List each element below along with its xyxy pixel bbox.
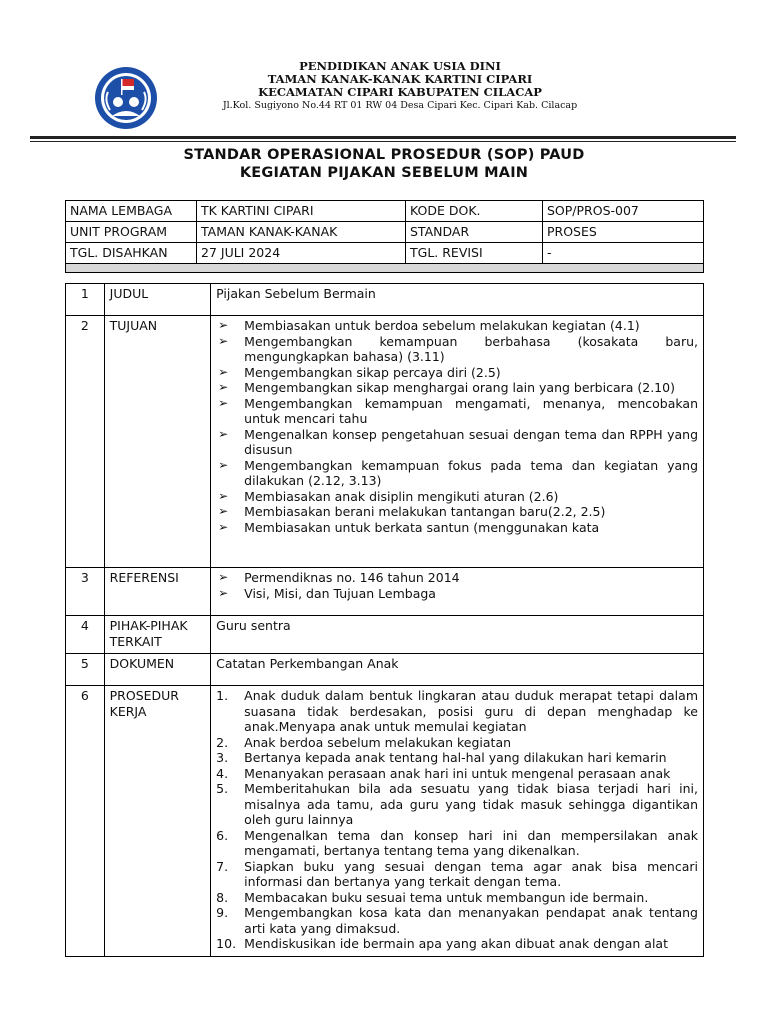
arrowhead-bullet-icon: ➢ — [218, 519, 229, 534]
list-item — [216, 735, 698, 751]
info-value: - — [543, 243, 704, 264]
info-value: 27 JULI 2024 — [197, 243, 406, 264]
letterhead-line-2: TAMAN KANAK-KANAK KARTINI CIPARI — [267, 72, 533, 86]
step-number: 5. — [216, 781, 229, 796]
list-item — [216, 859, 698, 890]
letterhead — [200, 60, 600, 112]
list-item-text: Mengenalkan konsep pengetahuan sesuai dengan tema dan RPPH yang disusun — [244, 426, 698, 457]
table-row — [66, 284, 704, 316]
list-item-text: Mengembangkan sikap percaya diri (2.5) — [244, 364, 501, 380]
list-item — [216, 427, 698, 458]
row-label: PIHAK-PIHAK TERKAIT — [104, 616, 211, 654]
arrowhead-bullet-icon: ➢ — [218, 457, 229, 472]
list-item-text: Mengembangkan kemampuan fokus pada tema dan kegiatan yang dilakukan (2.12, 3.13) — [244, 457, 698, 488]
list-item — [216, 458, 698, 489]
list-item — [216, 586, 698, 602]
arrowhead-bullet-icon: ➢ — [218, 426, 229, 441]
row-number: 1 — [66, 284, 105, 316]
info-value: TAMAN KANAK-KANAK — [197, 222, 406, 243]
row-content — [211, 568, 704, 616]
list-item — [216, 318, 698, 334]
list-item — [216, 504, 698, 520]
list-item — [216, 570, 698, 586]
row-label: JUDUL — [104, 284, 211, 316]
step-text: Anak berdoa sebelum melakukan kegiatan — [244, 734, 512, 750]
list-item — [216, 520, 698, 536]
list-item — [216, 365, 698, 381]
table-row — [66, 616, 704, 654]
step-text: Membacakan buku sesuai tema untuk membangun ide bermain. — [244, 889, 649, 905]
list-item — [216, 688, 698, 735]
step-number: 1. — [216, 688, 229, 703]
list-item-text: Membiasakan berani melakukan tantangan baru(2.2, 2.5) — [244, 504, 606, 519]
letterhead-address: Jl.Kol. Sugiyono No.44 RT 01 RW 04 Desa Cipari Kec. Cipari Kab. Cilacap — [222, 100, 578, 111]
row-number: 6 — [66, 686, 105, 957]
list-item — [216, 766, 698, 782]
step-text: Menanyakan perasaan anak hari ini untuk mengenal perasaan anak — [244, 765, 671, 781]
row-content — [211, 316, 704, 568]
letterhead-line-1: PENDIDIKAN ANAK USIA DINI — [299, 59, 501, 73]
step-number: 9. — [216, 905, 229, 920]
arrowhead-bullet-icon: ➢ — [218, 364, 229, 379]
row-content: Guru sentra — [211, 616, 704, 654]
title-line-1: STANDAR OPERASIONAL PROSEDUR (SOP) PAUD — [183, 147, 585, 163]
list-item — [216, 334, 698, 365]
title-line-2: KEGIATAN PIJAKAN SEBELUM MAIN — [239, 165, 529, 181]
list-item-text: Mengembangkan sikap menghargai orang lain yang berbicara (2.10) — [244, 380, 675, 395]
arrowhead-bullet-icon: ➢ — [218, 585, 229, 600]
list-item-text: Mengembangkan kemampuan berbahasa (kosakata baru, mengungkapkan bahasa) (3.11) — [244, 333, 698, 364]
info-value: PROSES — [543, 222, 704, 243]
arrowhead-bullet-icon: ➢ — [218, 318, 229, 332]
step-number: 2. — [216, 734, 229, 750]
list-item — [216, 828, 698, 859]
row-label: REFERENSI — [104, 568, 211, 616]
list-item — [216, 380, 698, 396]
step-number: 8. — [216, 889, 229, 905]
list-item-text: Membiasakan anak disiplin mengikuti aturan (2.6) — [244, 488, 559, 504]
prosedur-list — [216, 688, 698, 952]
row-label: TUJUAN — [104, 316, 211, 568]
list-item — [216, 936, 698, 952]
table-row — [66, 316, 704, 568]
table-row — [66, 686, 704, 957]
document-title — [64, 146, 704, 182]
list-item — [216, 781, 698, 828]
info-label: STANDAR — [406, 222, 543, 243]
tujuan-list — [216, 318, 698, 535]
step-text: Memberitahukan bila ada sesuatu yang tidak biasa terjadi hari ini, misalnya ada tamu, ada guru yang tidak masuk sehingga digantikan oleh guru lainnya — [244, 781, 698, 827]
list-item — [216, 396, 698, 427]
info-value: SOP/PROS-007 — [543, 201, 704, 222]
list-item — [216, 750, 698, 766]
step-text: Anak duduk dalam bentuk lingkaran atau duduk merapat tetapi dalam suasana tidak berdesakan, posisi guru di depan menghadap ke anak.Menyapa anak untuk memulai kegiatan — [244, 688, 698, 734]
arrowhead-bullet-icon: ➢ — [218, 380, 229, 394]
info-row — [66, 243, 704, 264]
info-label: UNIT PROGRAM — [66, 222, 197, 243]
row-content — [211, 686, 704, 957]
step-text: Mengembangkan kosa kata dan menanyakan pendapat anak tentang arti kata yang dimaksud. — [244, 905, 698, 936]
gray-band — [66, 264, 704, 273]
info-label: TGL. REVISI — [406, 243, 543, 264]
list-item — [216, 890, 698, 906]
row-number: 3 — [66, 568, 105, 616]
step-number: 3. — [216, 750, 229, 765]
list-item-text: Mengembangkan kemampuan mengamati, menanya, mencobakan untuk mencari tahu — [244, 395, 698, 426]
row-label: PROSEDUR KERJA — [104, 686, 211, 957]
list-item-text: Visi, Misi, dan Tujuan Lembaga — [244, 585, 436, 601]
info-table — [65, 200, 704, 273]
list-item — [216, 489, 698, 505]
step-text: Siapkan buku yang sesuai dengan tema agar anak bisa mencari informasi dan bertanya yang terkait dengan tema. — [244, 858, 698, 889]
list-item-text: Membiasakan untuk berdoa sebelum melakukan kegiatan (4.1) — [244, 318, 640, 333]
info-value: TK KARTINI CIPARI — [197, 201, 406, 222]
letterhead-line-3: KECAMATAN CIPARI KABUPATEN CILACAP — [258, 85, 542, 99]
table-row — [66, 568, 704, 616]
arrowhead-bullet-icon: ➢ — [218, 333, 229, 348]
info-label: NAMA LEMBAGA — [66, 201, 197, 222]
row-number: 5 — [66, 654, 105, 686]
info-row — [66, 222, 704, 243]
step-number: 6. — [216, 827, 229, 843]
row-content: Catatan Perkembangan Anak — [211, 654, 704, 686]
letterhead-rule-thin — [30, 141, 736, 142]
step-text: Mendiskusikan ide bermain apa yang akan dibuat anak dengan alat — [244, 936, 668, 951]
arrowhead-bullet-icon: ➢ — [218, 395, 229, 410]
info-label: TGL. DISAHKAN — [66, 243, 197, 264]
table-row — [66, 654, 704, 686]
list-item-text: Permendiknas no. 146 tahun 2014 — [244, 570, 460, 585]
row-label: DOKUMEN — [104, 654, 211, 686]
row-number: 4 — [66, 616, 105, 654]
step-text: Mengenalkan tema dan konsep hari ini dan mempersilakan anak mengamati, bertanya tentang tema yang dikenalkan. — [244, 827, 698, 858]
school-emblem-logo — [94, 66, 158, 130]
step-number: 10. — [216, 936, 237, 951]
arrowhead-bullet-icon: ➢ — [218, 488, 229, 503]
list-item-text: Membiasakan untuk berkata santun (menggunakan kata — [244, 519, 600, 535]
list-item — [216, 905, 698, 936]
referensi-list — [216, 570, 698, 601]
info-row — [66, 201, 704, 222]
arrowhead-bullet-icon: ➢ — [218, 570, 229, 584]
info-label: KODE DOK. — [406, 201, 543, 222]
arrowhead-bullet-icon: ➢ — [218, 504, 229, 518]
letterhead-rule-thick — [30, 136, 736, 139]
row-number: 2 — [66, 316, 105, 568]
step-number: 4. — [216, 765, 229, 781]
sop-table — [65, 283, 704, 957]
step-text: Bertanya kepada anak tentang hal-hal yang dilakukan hari kemarin — [244, 750, 667, 765]
step-number: 7. — [216, 858, 229, 874]
row-content: Pijakan Sebelum Bermain — [211, 284, 704, 316]
